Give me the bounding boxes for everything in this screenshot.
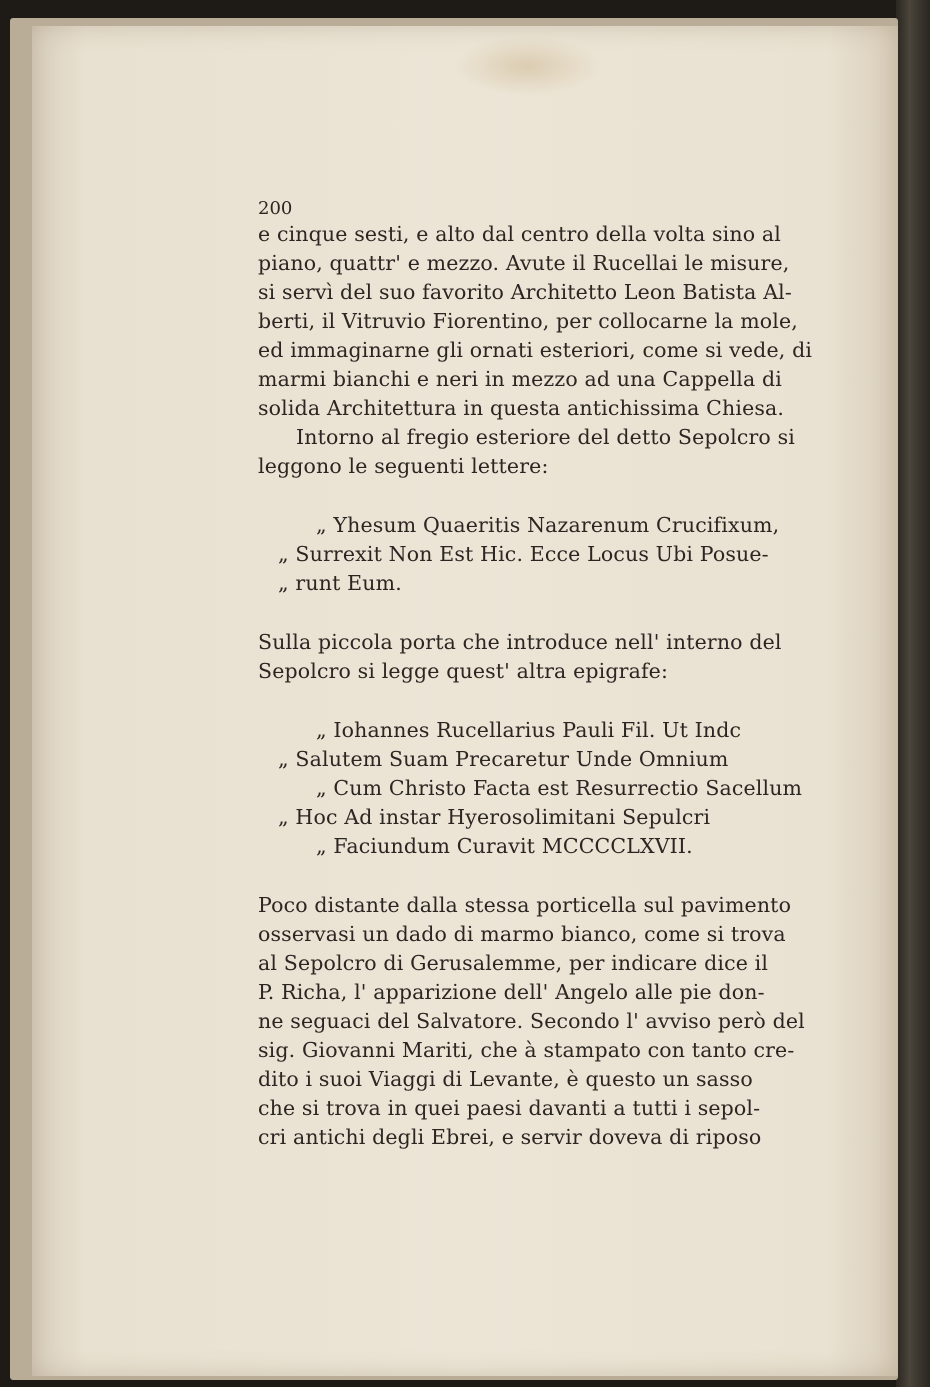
text-line: marmi bianchi e neri in mezzo ad una Cappella di bbox=[258, 367, 783, 391]
text-line: e cinque sesti, e alto dal centro della volta sino al bbox=[258, 222, 781, 246]
text-line: Intorno al fregio esteriore del detto Sepolcro si bbox=[296, 425, 795, 449]
inscription-line: „ Salutem Suam Precaretur Unde Omnium bbox=[278, 747, 729, 771]
paragraph-2 bbox=[258, 423, 798, 481]
page-text bbox=[258, 198, 813, 1152]
text-line: Sepolcro si legge quest' altra epigrafe: bbox=[258, 659, 669, 683]
paragraph-3 bbox=[258, 628, 798, 686]
text-line: P. Richa, l' apparizione dell' Angelo alle pie don- bbox=[258, 980, 765, 1004]
text-line: osservasi un dado di marmo bianco, come si trova bbox=[258, 922, 786, 946]
text-line: leggono le seguenti lettere: bbox=[258, 454, 549, 478]
paper-stain bbox=[452, 36, 602, 96]
text-line: ne seguaci del Salvatore. Secondo l' avviso però del bbox=[258, 1009, 805, 1033]
text-line: si servì del suo favorito Architetto Leon Batista Al- bbox=[258, 280, 792, 304]
page-number: 200 bbox=[258, 198, 293, 219]
text-line: ed immaginarne gli ornati esteriori, come si vede, di bbox=[258, 338, 813, 362]
inscription-line: „ Cum Christo Facta est Resurrectio Sacellum bbox=[316, 776, 803, 800]
paragraph-4 bbox=[258, 891, 805, 1152]
text-line: Poco distante dalla stessa porticella sul pavimento bbox=[258, 893, 792, 917]
text-line: cri antichi degli Ebrei, e servir doveva di riposo bbox=[258, 1125, 762, 1149]
inscription-sepulchre-frieze bbox=[258, 511, 798, 598]
text-line: berti, il Vitruvio Fiorentino, per collocarne la mole, bbox=[258, 309, 798, 333]
inscription-line: „ Hoc Ad instar Hyerosolimitani Sepulcri bbox=[278, 805, 711, 829]
text-line: Sulla piccola porta che introduce nell' interno del bbox=[258, 630, 782, 654]
text-line: che si trova in quei paesi davanti a tutti i sepol- bbox=[258, 1096, 761, 1120]
paragraph-1 bbox=[258, 220, 813, 423]
text-line: sig. Giovanni Mariti, che à stampato con tanto cre- bbox=[258, 1038, 795, 1062]
inscription-line: „ Iohannes Rucellarius Pauli Fil. Ut Indc bbox=[316, 718, 742, 742]
inscription-line: „ Yhesum Quaeritis Nazarenum Crucifixum, bbox=[316, 513, 780, 537]
text-line: piano, quattr' e mezzo. Avute il Rucellai le misure, bbox=[258, 251, 790, 275]
inscription-line: „ runt Eum. bbox=[278, 571, 402, 595]
text-line: dito i suoi Viaggi di Levante, è questo un sasso bbox=[258, 1067, 753, 1091]
text-line: al Sepolcro di Gerusalemme, per indicare dice il bbox=[258, 951, 769, 975]
text-line: solida Architettura in questa antichissima Chiesa. bbox=[258, 396, 785, 420]
inscription-line: „ Surrexit Non Est Hic. Ecce Locus Ubi Posue- bbox=[278, 542, 769, 566]
inscription-line: „ Faciundum Curavit MCCCCLXVII. bbox=[316, 834, 693, 858]
right-page-edges bbox=[896, 0, 930, 1387]
inscription-small-door bbox=[258, 716, 803, 861]
